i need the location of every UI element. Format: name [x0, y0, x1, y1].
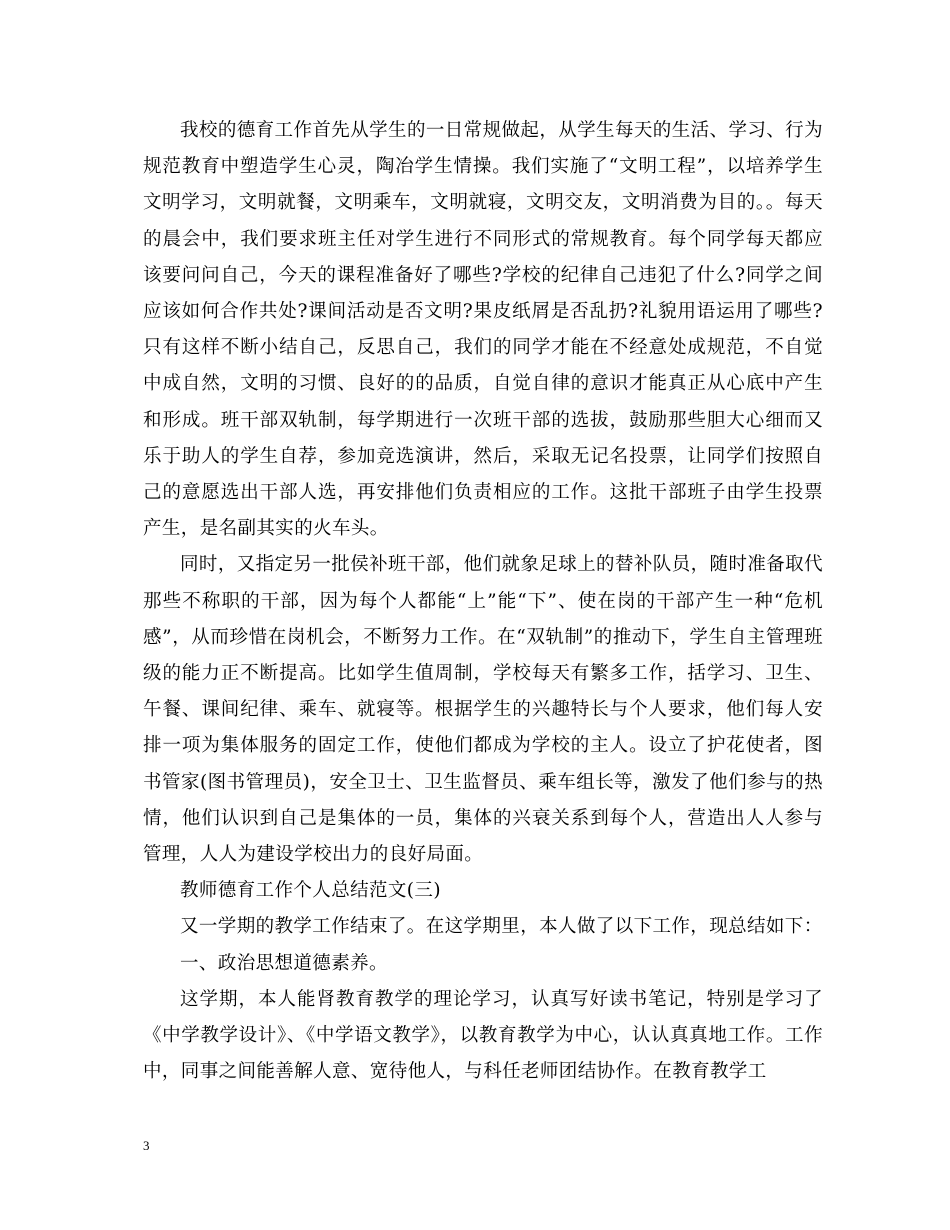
subheading-political-ethics: 一、政治思想道德素养。: [180, 952, 388, 974]
paragraph-backup-cadres: 同时，又指定另一批侯补班干部，他们就象足球上的替补队员，随时准备取代那些不称职的干部，因为每个人都能“上”能“下”、使在岗的干部产生一种“危机感”，从而珍惜在岗机会，不断努力工作。在“双轨制”的推动下，学生自主管理班级的能力正不断提高。比如学生值周制，学校每天有繁多工作，括学习、卫生、午餐、课间纪律、乘车、就寝等。根据学生的兴趣特长与个人要求，他们每人安排一项为集体服务的固定工作，使他们都成为学校的主人。设立了护花使者，图书管家(图书管理员)，安全卫士、卫生监督员、乘车组长等，激发了他们参与的热情，他们认识到自己是集体的一员，集体的兴衰关系到每个人，营造出人人参与管理，人人为建设学校出力的良好局面。: [143, 554, 823, 866]
paragraph-semester-intro: 又一学期的教学工作结束了。在这学期里，本人做了以下工作，现总结如下：: [180, 916, 823, 938]
page-number: 3: [143, 1138, 150, 1153]
paragraph-moral-education-routine: 我校的德育工作首先从学生的一日常规做起，从学生每天的生活、学习、行为规范教育中塑造学生心灵，陶冶学生情操。我们实施了“文明工程”，以培养学生文明学习，文明就餐，文明乘车，文明就寝，文明交友，文明消费为目的。。每天的晨会中，我们要求班主任对学生进行不同形式的常规教育。每个同学每天都应该要问问自己，今天的课程准备好了哪些?学校的纪律自己违犯了什么?同学之间应该如何合作共处?课间活动是否文明?果皮纸屑是否乱扔?礼貌用语运用了哪些?只有这样不断小结自己，反思自己，我们的同学才能在不经意处成规范，不自觉中成自然，文明的习惯、良好的的品质，自觉自律的意识才能真正从心底中产生和形成。班干部双轨制，每学期进行一次班干部的选拔，鼓励那些胆大心细而又乐于助人的学生自荐，参加竞选演讲，然后，采取无记名投票，让同学们按照自己的意愿选出干部人选，再安排他们负责相应的工作。这批干部班子由学生投票产生，是名副其实的火车头。: [143, 120, 823, 540]
paragraph-theory-study: 这学期，本人能肾教育教学的理论学习，认真写好读书笔记，特别是学习了《中学教学设计》、《中学语文教学》，以教育教学为中心，认认真真地工作。工作中，同事之间能善解人意、宽待他人，与科任老师团结协作。在教育教学工: [143, 988, 823, 1083]
document-body: [143, 113, 823, 1090]
section-heading-summary-three: 教师德育工作个人总结范文(三): [180, 880, 441, 902]
